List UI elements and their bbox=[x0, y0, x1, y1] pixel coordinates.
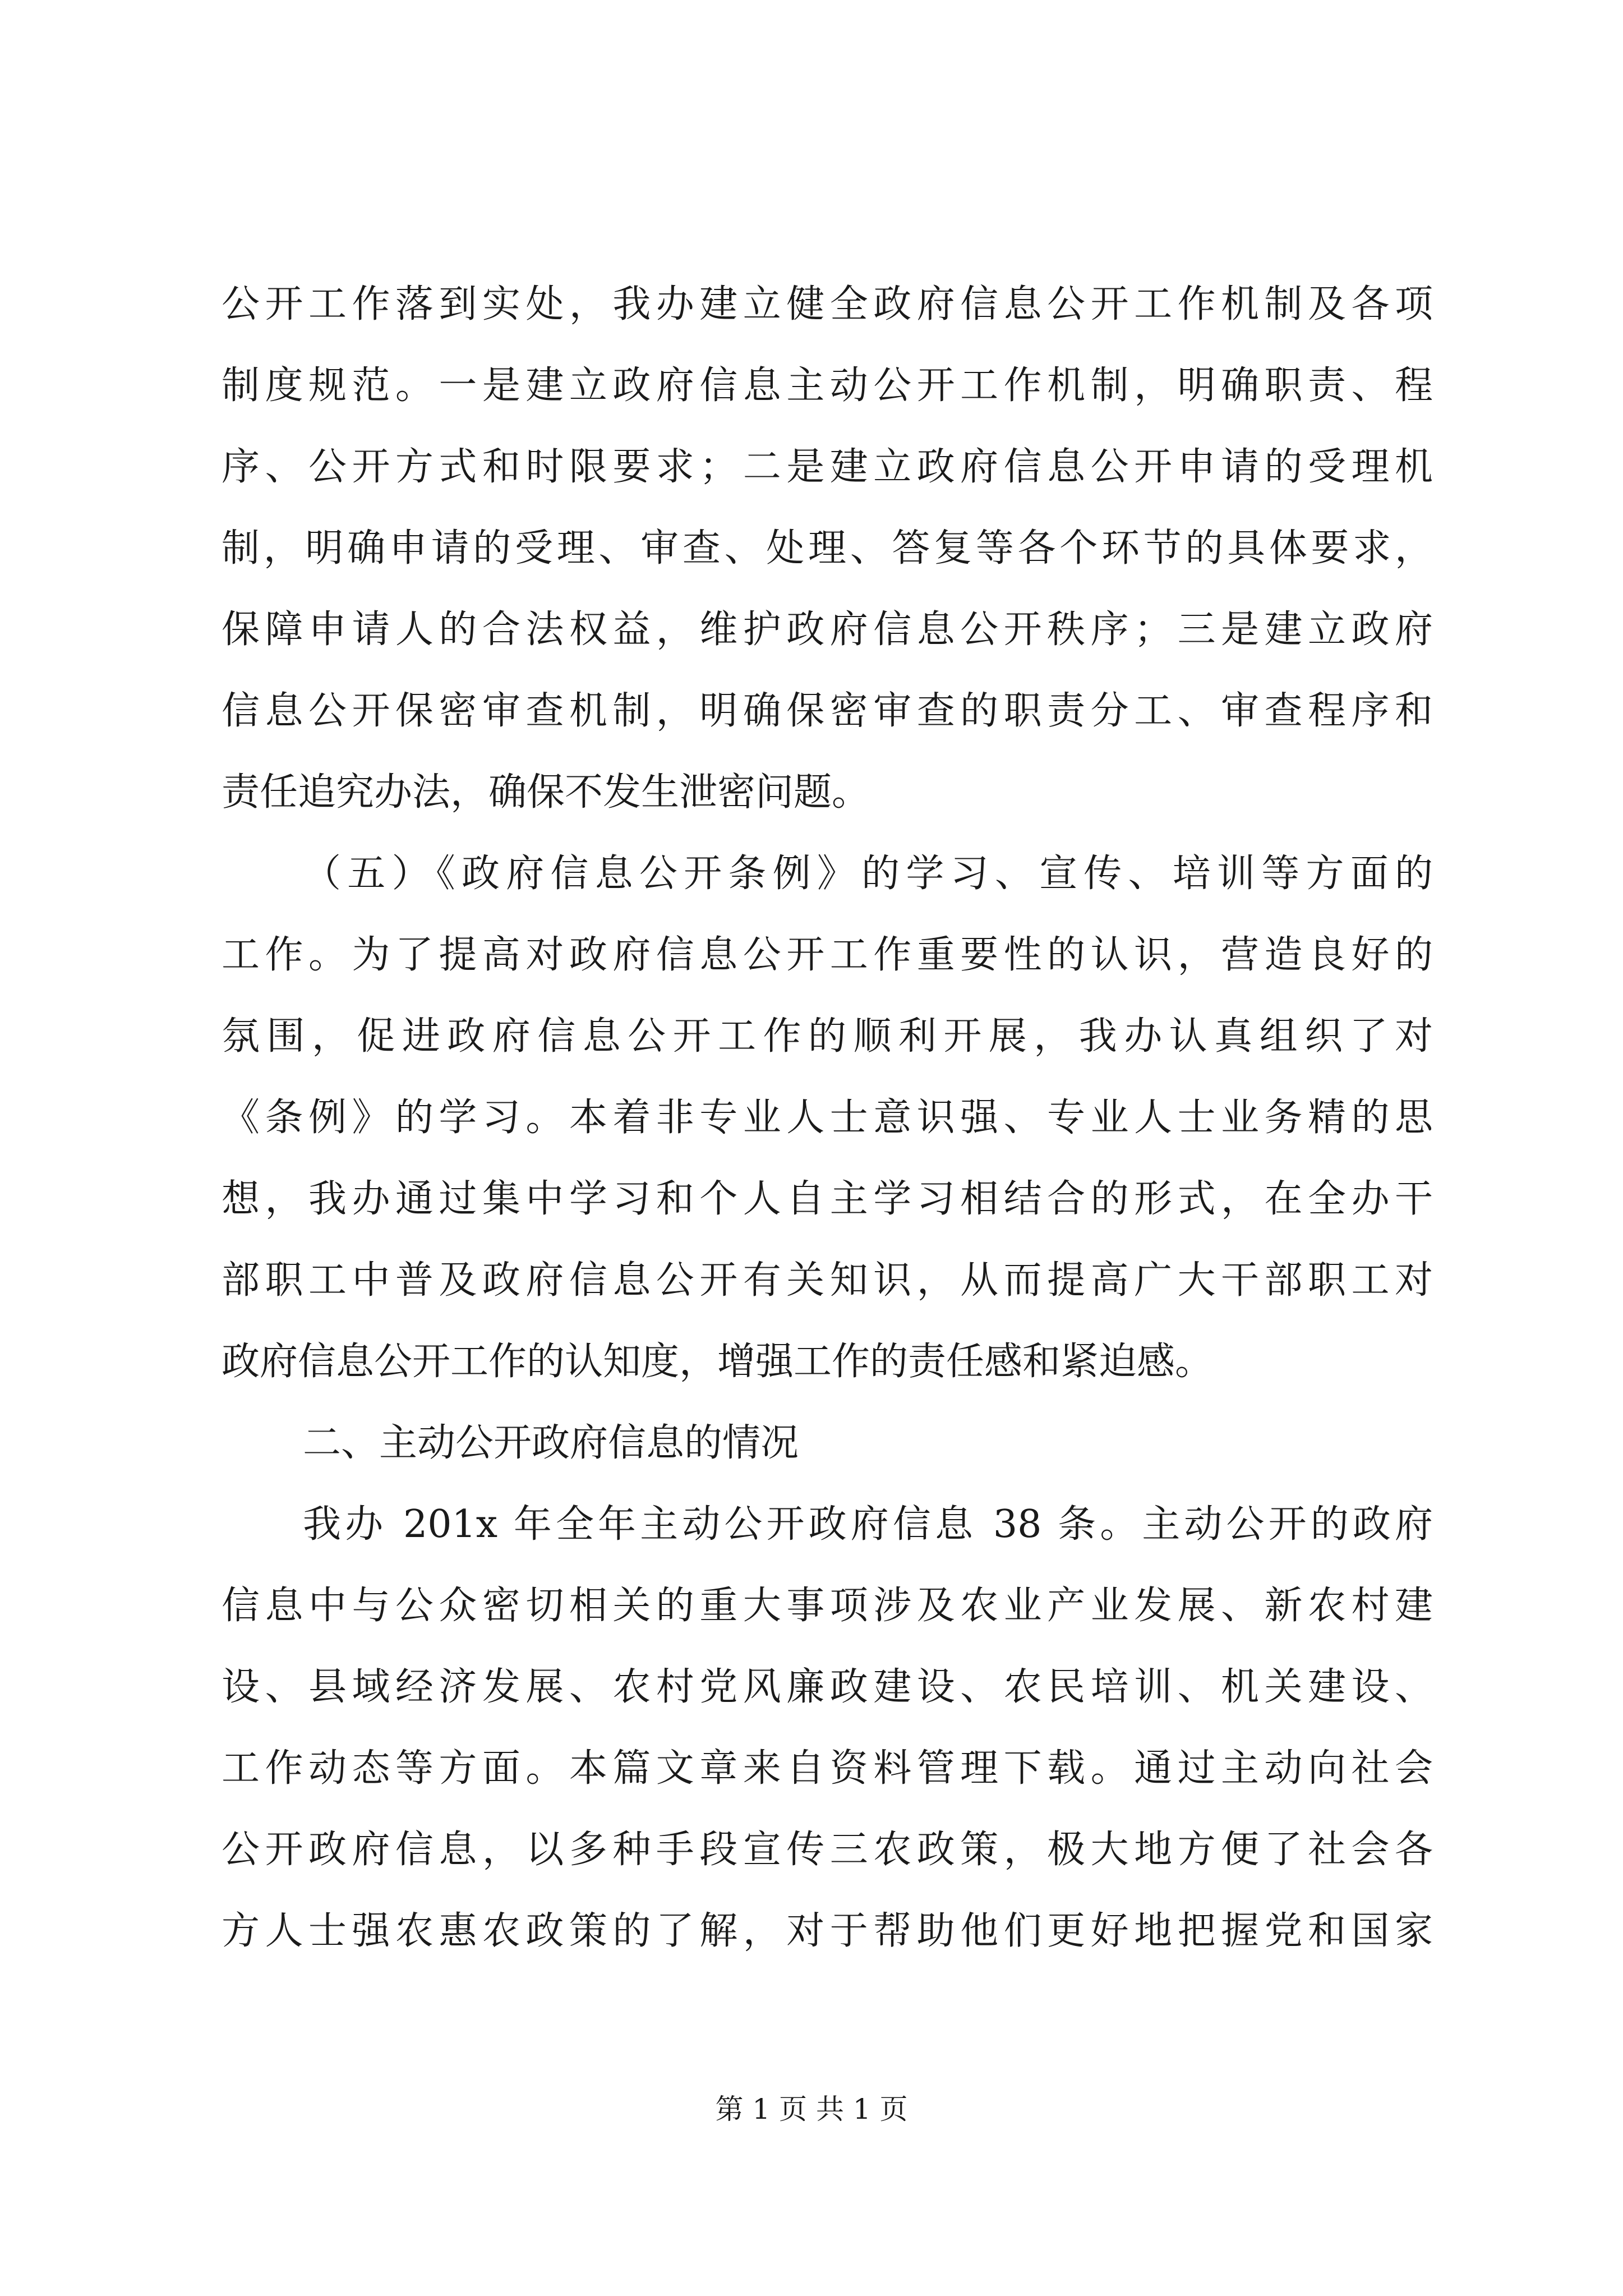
body-line: 部职工中普及政府信息公开有关知识，从而提高广大干部职工对 bbox=[222, 1258, 1433, 1303]
page-number-footer: 第 1 页 共 1 页 bbox=[715, 2093, 908, 2125]
body-line: 责任追究办法，确保不发生泄密问题。 bbox=[222, 770, 870, 815]
document-body bbox=[222, 264, 1433, 1972]
body-line: 《条例》的学习。本着非专业人士意识强、专业人士业务精的思 bbox=[222, 1096, 1433, 1140]
body-line: 氛围，促进政府信息公开工作的顺利开展，我办认真组织了对 bbox=[222, 1014, 1433, 1059]
body-line: 信息公开保密审查机制，明确保密审查的职责分工、审查程序和 bbox=[222, 689, 1433, 733]
section-heading-line: （五）《政府信息公开条例》的学习、宣传、培训等方面的 bbox=[303, 852, 1433, 896]
body-line: 信息中与公众密切相关的重大事项涉及农业产业发展、新农村建 bbox=[222, 1584, 1433, 1628]
section-heading: 二、主动公开政府信息的情况 bbox=[303, 1421, 799, 1465]
body-line: 想，我办通过集中学习和个人自主学习相结合的形式，在全办干 bbox=[222, 1177, 1433, 1221]
body-line: 制，明确申请的受理、审查、处理、答复等各个环节的具体要求， bbox=[222, 526, 1433, 570]
body-line: 方人士强农惠农政策的了解，对于帮助他们更好地把握党和国家 bbox=[222, 1909, 1433, 1953]
body-line: 制度规范。一是建立政府信息主动公开工作机制，明确职责、程 bbox=[222, 364, 1433, 408]
body-line: 公开工作落到实处，我办建立健全政府信息公开工作机制及各项 bbox=[222, 282, 1433, 326]
body-line: 我办 201x 年全年主动公开政府信息 38 条。主动公开的政府 bbox=[303, 1502, 1433, 1547]
body-line: 工作。为了提高对政府信息公开工作重要性的认识，营造良好的 bbox=[222, 933, 1433, 977]
body-line: 设、县域经济发展、农村党风廉政建设、农民培训、机关建设、 bbox=[222, 1665, 1433, 1709]
body-line: 公开政府信息，以多种手段宣传三农政策，极大地方便了社会各 bbox=[222, 1828, 1433, 1872]
body-line: 保障申请人的合法权益，维护政府信息公开秩序；三是建立政府 bbox=[222, 608, 1433, 652]
body-line: 工作动态等方面。本篇文章来自资料管理下载。通过主动向社会 bbox=[222, 1746, 1433, 1791]
body-line: 序、公开方式和时限要求；二是建立政府信息公开申请的受理机 bbox=[222, 445, 1433, 489]
body-line: 政府信息公开工作的认知度，增强工作的责任感和紧迫感。 bbox=[222, 1340, 1214, 1384]
